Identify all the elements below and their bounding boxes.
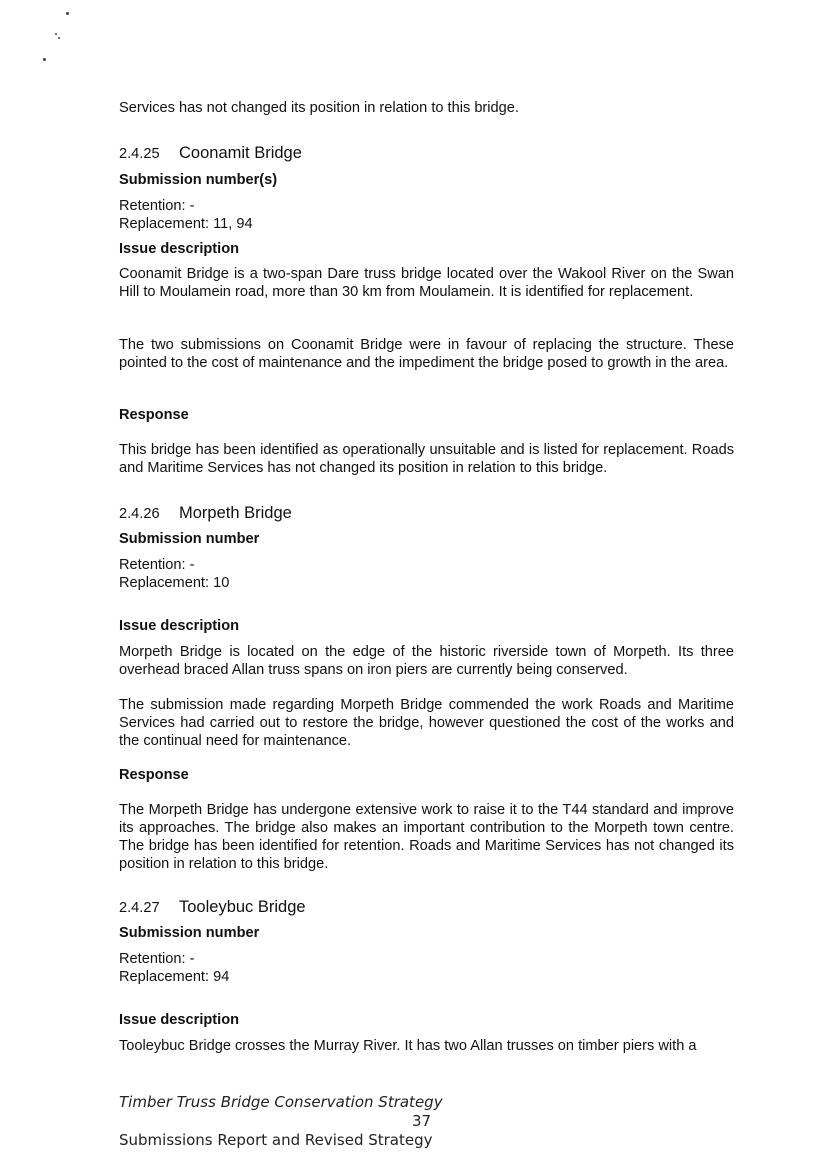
submission-heading: Submission number(s) xyxy=(119,172,278,188)
replacement-line: Replacement: 94 xyxy=(119,969,230,985)
section-number: 2.4.25 xyxy=(119,146,160,162)
retention-line: Retention: - xyxy=(119,557,195,573)
section-title: Coonamit Bridge xyxy=(179,144,302,162)
section-title: Morpeth Bridge xyxy=(179,504,292,522)
replacement-line: Replacement: 11, 94 xyxy=(119,216,253,232)
section-number: 2.4.27 xyxy=(119,900,160,916)
section-number: 2.4.26 xyxy=(119,506,160,522)
issue-paragraph: Tooleybuc Bridge crosses the Murray River. It has two Allan trusses on timber piers with a xyxy=(119,1038,697,1054)
issue-heading: Issue description xyxy=(119,618,240,634)
submission-numbers xyxy=(119,556,734,592)
replacement-line: Replacement: 10 xyxy=(119,575,230,591)
response-heading: Response xyxy=(119,407,189,423)
submission-heading: Submission number xyxy=(119,925,260,941)
response-paragraph: This bridge has been identified as operationally unsuitable and is listed for replacement. Roads and Maritime Services has not changed its position in relation to this bridge. xyxy=(119,442,734,476)
section-title: Tooleybuc Bridge xyxy=(179,898,306,916)
section-heading xyxy=(119,143,302,164)
issue-paragraph: Morpeth Bridge is located on the edge of the historic riverside town of Morpeth. Its three overhead braced Allan truss spans on iron piers are currently being conserved. xyxy=(119,644,734,678)
footer-subtitle: Submissions Report and Revised Strategy xyxy=(119,1131,433,1149)
submission-numbers xyxy=(119,197,734,233)
submission-heading: Submission number xyxy=(119,531,260,547)
retention-line: Retention: - xyxy=(119,198,195,214)
footer-title: Timber Truss Bridge Conservation Strategy xyxy=(119,1093,443,1111)
issue-heading: Issue description xyxy=(119,1012,240,1028)
issue-paragraph: The submission made regarding Morpeth Bridge commended the work Roads and Maritime Services had carried out to restore the bridge, however questioned the cost of the works and the continual need for maintenance. xyxy=(119,697,734,749)
retention-line: Retention: - xyxy=(119,951,195,967)
section-heading xyxy=(119,897,306,918)
response-paragraph: The Morpeth Bridge has undergone extensive work to raise it to the T44 standard and improve its approaches. The bridge also makes an important contribution to the Morpeth town centre. The bridge has been identified for retention. Roads and Maritime Services has not changed its position in relation to this bridge. xyxy=(119,802,734,872)
submission-numbers xyxy=(119,950,734,986)
page-number: 37 xyxy=(412,1112,432,1130)
response-heading: Response xyxy=(119,767,189,783)
intro-text: Services has not changed its position in relation to this bridge. xyxy=(119,100,519,116)
issue-paragraph: The two submissions on Coonamit Bridge were in favour of replacing the structure. These pointed to the cost of maintenance and the impediment the bridge posed to growth in the area. xyxy=(119,337,734,371)
issue-paragraph: Coonamit Bridge is a two-span Dare truss bridge located over the Wakool River on the Swan Hill to Moulamein road, more than 30 km from Moulamein. It is identified for replacement. xyxy=(119,266,734,300)
issue-heading: Issue description xyxy=(119,241,240,257)
section-heading xyxy=(119,503,292,524)
